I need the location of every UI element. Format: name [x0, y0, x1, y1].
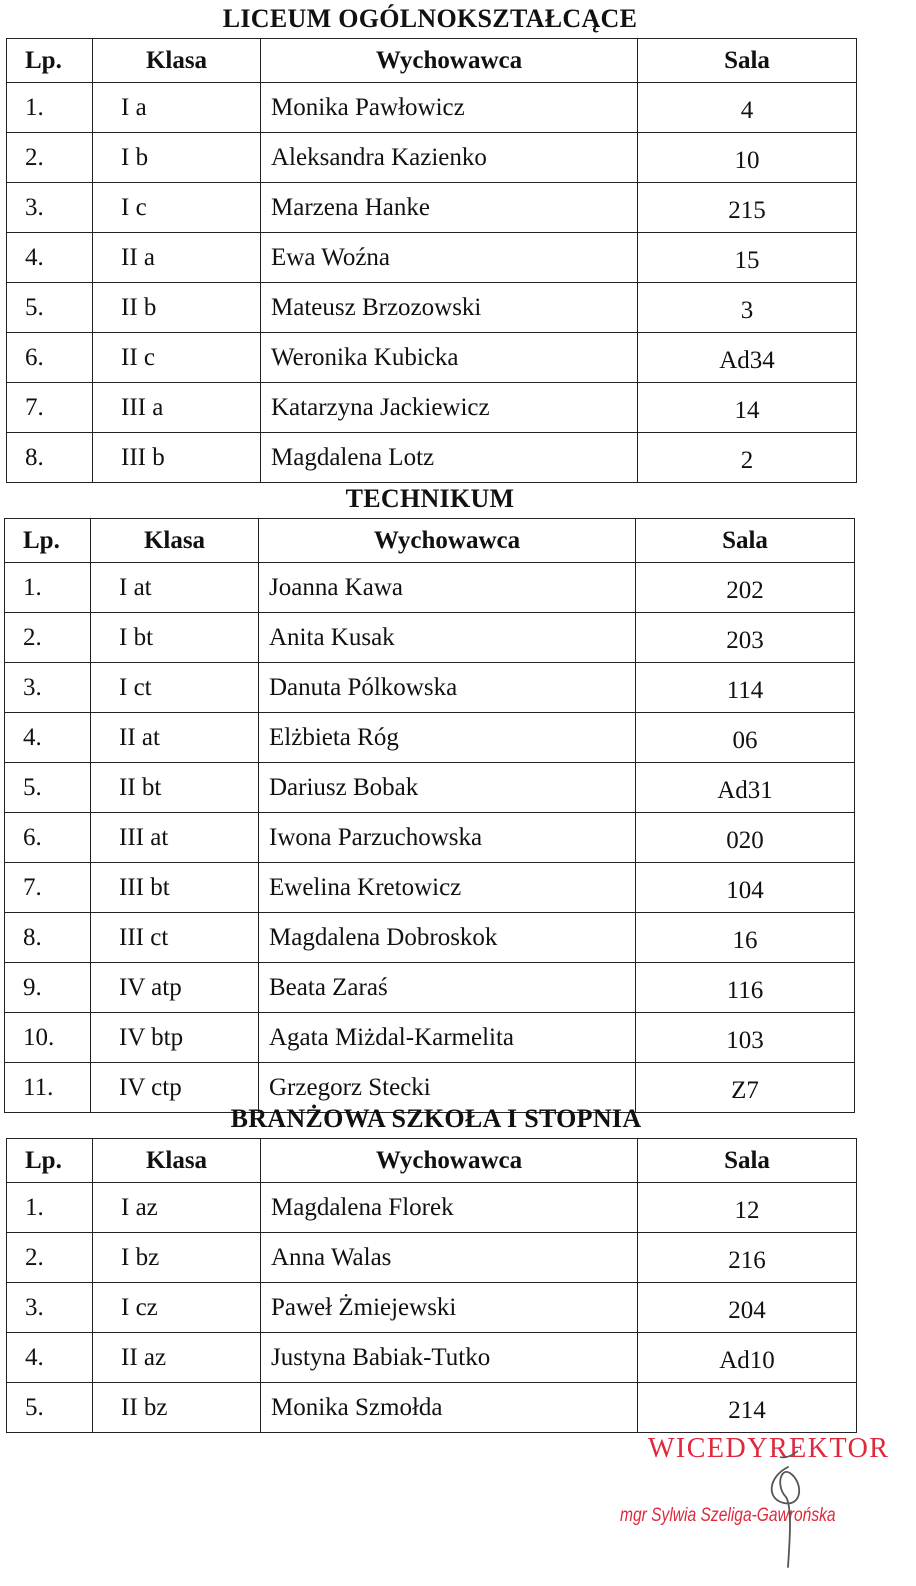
cell-lp: 2. — [7, 1233, 93, 1283]
vice-director-stamp — [618, 1425, 908, 1575]
table-row — [7, 233, 857, 283]
cell-wychowawca: Monika Pawłowicz — [261, 83, 638, 133]
cell-wychowawca: Monika Szmołda — [261, 1383, 638, 1433]
cell-lp: 6. — [7, 333, 93, 383]
cell-lp: 4. — [7, 233, 93, 283]
cell-lp: 1. — [5, 563, 91, 613]
cell-sala: 15 — [638, 233, 857, 283]
cell-klasa: I bt — [91, 613, 259, 663]
cell-lp: 2. — [7, 133, 93, 183]
cell-klasa: IV btp — [91, 1013, 259, 1063]
cell-klasa: I c — [93, 183, 261, 233]
table-row — [7, 1333, 857, 1383]
cell-wychowawca: Anna Walas — [261, 1233, 638, 1283]
cell-klasa: I b — [93, 133, 261, 183]
stamp-title: WICEDYREKTOR — [648, 1433, 890, 1464]
cell-sala: 020 — [636, 813, 855, 863]
cell-klasa: II c — [93, 333, 261, 383]
signature-icon — [758, 1437, 818, 1577]
table-body-branzowa — [7, 1183, 857, 1433]
table-row — [5, 663, 855, 713]
cell-lp: 7. — [5, 863, 91, 913]
cell-wychowawca: Dariusz Bobak — [259, 763, 636, 813]
cell-sala: 06 — [636, 713, 855, 763]
cell-lp: 1. — [7, 83, 93, 133]
cell-lp: 11. — [5, 1063, 91, 1113]
table-row — [7, 1283, 857, 1333]
cell-lp: 3. — [5, 663, 91, 713]
cell-lp: 10. — [5, 1013, 91, 1063]
cell-lp: 3. — [7, 183, 93, 233]
cell-lp: 8. — [7, 433, 93, 483]
cell-lp: 2. — [5, 613, 91, 663]
table-header-row — [7, 1139, 857, 1183]
table-row — [7, 183, 857, 233]
table-liceum — [6, 38, 857, 483]
section-title-branzowa: BRANŻOWA SZKOŁA I STOPNIA — [230, 1104, 642, 1133]
cell-klasa: IV ctp — [91, 1063, 259, 1113]
cell-wychowawca: Katarzyna Jackiewicz — [261, 383, 638, 433]
header-wychowawca: Wychowawca — [261, 1139, 638, 1183]
table-body-technikum — [5, 563, 855, 1113]
cell-klasa: II at — [91, 713, 259, 763]
cell-lp: 7. — [7, 383, 93, 433]
cell-klasa: I az — [93, 1183, 261, 1233]
cell-klasa: I a — [93, 83, 261, 133]
table-row — [7, 433, 857, 483]
section-title-technikum: TECHNIKUM — [345, 484, 515, 513]
cell-sala: 103 — [636, 1013, 855, 1063]
cell-sala: 4 — [638, 83, 857, 133]
cell-sala: 2 — [638, 433, 857, 483]
table-row — [5, 713, 855, 763]
cell-lp: 4. — [7, 1333, 93, 1383]
cell-lp: 3. — [7, 1283, 93, 1333]
header-klasa: Klasa — [93, 1139, 261, 1183]
cell-wychowawca: Joanna Kawa — [259, 563, 636, 613]
cell-sala: 10 — [638, 133, 857, 183]
cell-wychowawca: Aleksandra Kazienko — [261, 133, 638, 183]
cell-wychowawca: Ewelina Kretowicz — [259, 863, 636, 913]
cell-klasa: II b — [93, 283, 261, 333]
cell-wychowawca: Mateusz Brzozowski — [261, 283, 638, 333]
cell-klasa: I cz — [93, 1283, 261, 1333]
table-technikum — [4, 518, 855, 1113]
cell-lp: 5. — [5, 763, 91, 813]
cell-klasa: II a — [93, 233, 261, 283]
cell-wychowawca: Anita Kusak — [259, 613, 636, 663]
header-lp: Lp. — [7, 1139, 93, 1183]
header-klasa: Klasa — [91, 519, 259, 563]
cell-sala: 16 — [636, 913, 855, 963]
cell-klasa: II bt — [91, 763, 259, 813]
cell-klasa: III b — [93, 433, 261, 483]
cell-sala: 104 — [636, 863, 855, 913]
cell-lp: 5. — [7, 1383, 93, 1433]
table-row — [5, 763, 855, 813]
table-row — [5, 963, 855, 1013]
cell-sala: Ad34 — [638, 333, 857, 383]
cell-sala: 14 — [638, 383, 857, 433]
cell-klasa: III at — [91, 813, 259, 863]
header-lp: Lp. — [5, 519, 91, 563]
cell-lp: 1. — [7, 1183, 93, 1233]
cell-klasa: IV atp — [91, 963, 259, 1013]
table-body-liceum — [7, 83, 857, 483]
header-sala: Sala — [638, 1139, 857, 1183]
header-wychowawca: Wychowawca — [261, 39, 638, 83]
table-row — [7, 383, 857, 433]
cell-klasa: III bt — [91, 863, 259, 913]
cell-klasa: I at — [91, 563, 259, 613]
cell-wychowawca: Elżbieta Róg — [259, 713, 636, 763]
table-row — [5, 913, 855, 963]
cell-wychowawca: Justyna Babiak-Tutko — [261, 1333, 638, 1383]
cell-lp: 8. — [5, 913, 91, 963]
header-lp: Lp. — [7, 39, 93, 83]
stamp-name: mgr Sylwia Szeliga-Gawrońska — [620, 1505, 836, 1526]
cell-klasa: III a — [93, 383, 261, 433]
cell-sala: 216 — [638, 1233, 857, 1283]
table-row — [7, 1233, 857, 1283]
header-sala: Sala — [638, 39, 857, 83]
cell-wychowawca: Agata Miżdal-Karmelita — [259, 1013, 636, 1063]
cell-sala: Ad10 — [638, 1333, 857, 1383]
cell-wychowawca: Beata Zaraś — [259, 963, 636, 1013]
cell-klasa: I ct — [91, 663, 259, 713]
cell-sala: 203 — [636, 613, 855, 663]
cell-sala: 116 — [636, 963, 855, 1013]
table-row — [5, 813, 855, 863]
cell-wychowawca: Grzegorz Stecki — [259, 1063, 636, 1113]
cell-klasa: II bz — [93, 1383, 261, 1433]
cell-wychowawca: Paweł Żmiejewski — [261, 1283, 638, 1333]
cell-sala: Ad31 — [636, 763, 855, 813]
cell-klasa: I bz — [93, 1233, 261, 1283]
table-row — [5, 563, 855, 613]
cell-wychowawca: Iwona Parzuchowska — [259, 813, 636, 863]
cell-klasa: II az — [93, 1333, 261, 1383]
table-row — [7, 1183, 857, 1233]
header-sala: Sala — [636, 519, 855, 563]
header-wychowawca: Wychowawca — [259, 519, 636, 563]
cell-sala: 12 — [638, 1183, 857, 1233]
cell-wychowawca: Marzena Hanke — [261, 183, 638, 233]
table-row — [7, 83, 857, 133]
cell-wychowawca: Magdalena Florek — [261, 1183, 638, 1233]
cell-sala: 214 — [638, 1383, 857, 1433]
cell-lp: 6. — [5, 813, 91, 863]
table-row — [5, 863, 855, 913]
cell-lp: 4. — [5, 713, 91, 763]
table-row — [7, 133, 857, 183]
cell-sala: Z7 — [636, 1063, 855, 1113]
cell-sala: 215 — [638, 183, 857, 233]
cell-klasa: III ct — [91, 913, 259, 963]
table-header-row — [7, 39, 857, 83]
cell-sala: 204 — [638, 1283, 857, 1333]
cell-wychowawca: Weronika Kubicka — [261, 333, 638, 383]
section-title-liceum: LICEUM OGÓLNOKSZTAŁCĄCE — [222, 4, 638, 33]
cell-lp: 5. — [7, 283, 93, 333]
cell-sala: 3 — [638, 283, 857, 333]
cell-wychowawca: Ewa Woźna — [261, 233, 638, 283]
cell-wychowawca: Magdalena Dobroskok — [259, 913, 636, 963]
cell-lp: 9. — [5, 963, 91, 1013]
cell-sala: 202 — [636, 563, 855, 613]
cell-sala: 114 — [636, 663, 855, 713]
table-row — [7, 333, 857, 383]
header-klasa: Klasa — [93, 39, 261, 83]
table-row — [5, 1013, 855, 1063]
table-header-row — [5, 519, 855, 563]
table-row — [7, 283, 857, 333]
cell-wychowawca: Magdalena Lotz — [261, 433, 638, 483]
table-row — [5, 613, 855, 663]
table-branzowa — [6, 1138, 857, 1433]
cell-wychowawca: Danuta Pólkowska — [259, 663, 636, 713]
